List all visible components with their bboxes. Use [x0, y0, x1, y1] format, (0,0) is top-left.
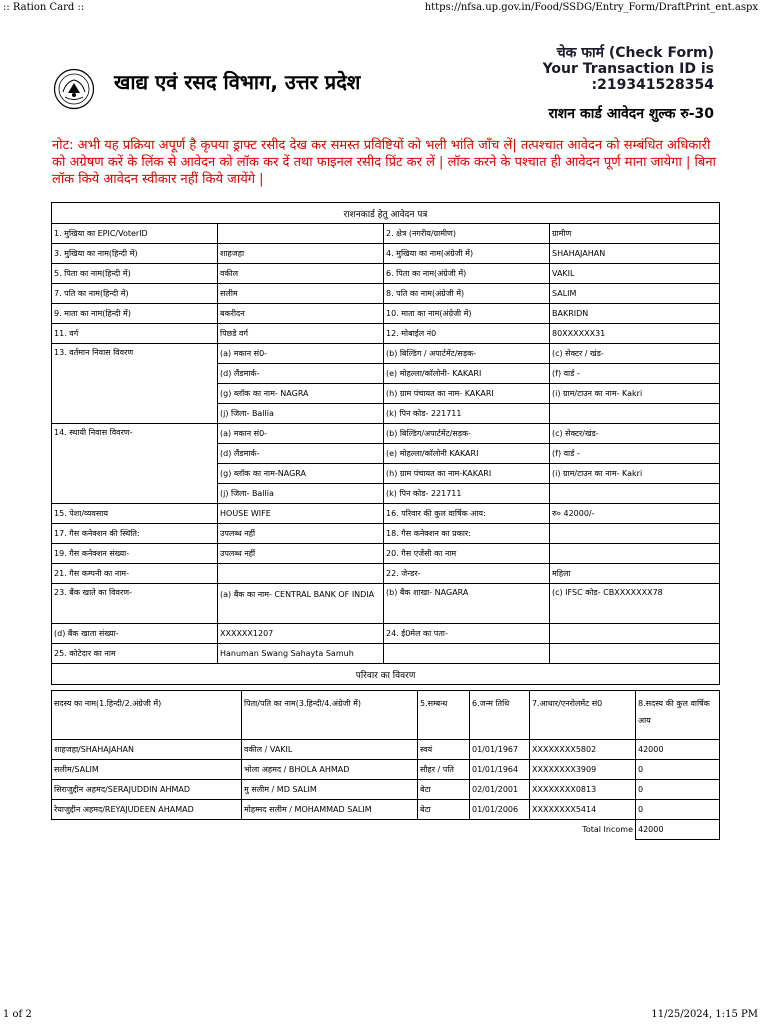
column-header: 7.आधार/एनरोलमेंट सं0	[530, 691, 636, 740]
address-part: (j) जिला- Ballia	[218, 484, 384, 504]
address-part: (k) पिन कोड- 221711	[384, 404, 550, 424]
print-datetime: 11/25/2024, 1:15 PM	[651, 1009, 758, 1020]
member-name: सिराजुद्दीन अहमद/SERAJUDDIN AHMAD	[52, 780, 242, 800]
table-row	[52, 324, 720, 344]
check-form-block	[543, 45, 714, 93]
table-row	[52, 304, 720, 324]
table-row	[52, 760, 720, 780]
member-relation: सौहर / पति	[418, 760, 470, 780]
column-header: सदस्य का नाम(1.हिन्दी/2.अंग्रेजी में)	[52, 691, 242, 740]
table-row	[52, 244, 720, 264]
field-value: शाहजहा	[218, 244, 384, 264]
table-row	[52, 284, 720, 304]
field-label: 23. बैंक खाते का विवरण-	[52, 584, 218, 624]
field-value: XXXXXX1207	[218, 624, 384, 644]
field-label: 21. गैस कम्पनी का नाम-	[52, 564, 218, 584]
address-part: (f) वार्ड -	[550, 364, 720, 384]
address-part: (d) लैंडमार्क-	[218, 364, 384, 384]
address-part: (d) लैंडमार्क-	[218, 444, 384, 464]
member-relation: बेटा	[418, 800, 470, 820]
total-income-value: 42000	[636, 820, 720, 840]
address-part	[550, 484, 720, 504]
bank-ifsc: (c) IFSC कोड- CBXXXXXXX78	[550, 584, 720, 624]
table-row	[52, 644, 720, 664]
member-aadhaar: XXXXXXXX5414	[530, 800, 636, 820]
field-value: बकरीदन	[218, 304, 384, 324]
member-aadhaar: XXXXXXXX5802	[530, 740, 636, 760]
table-row	[52, 504, 720, 524]
table-row	[52, 224, 720, 244]
total-row	[52, 820, 720, 840]
field-value: HOUSE WIFE	[218, 504, 384, 524]
address-part: (b) बिल्डिंग / अपार्टमेंट/सड़क-	[384, 344, 550, 364]
field-value: 80XXXXXX31	[550, 324, 720, 344]
table-row	[52, 564, 720, 584]
member-guardian: भोला अहमद / BHOLA AHMAD	[242, 760, 418, 780]
transaction-id: :219341528354	[591, 77, 714, 93]
address-part: (e) मोहल्ला/कॉलोनी- KAKARI	[384, 364, 550, 384]
column-header: पिता/पति का नाम(3.हिन्दी/4.अंग्रेजी में)	[242, 691, 418, 740]
address-part: (f) वार्ड -	[550, 444, 720, 464]
print-page-url: https://nfsa.up.gov.in/Food/SSDG/Entry_Form/DraftPrint_ent.aspx	[424, 2, 758, 13]
print-header	[0, 0, 768, 20]
table-row	[52, 424, 720, 444]
form-heading: राशनकार्ड हेतु आवेदन पत्र	[52, 203, 720, 224]
bank-branch: (b) बैंक शाखा- NAGARA	[384, 584, 550, 624]
print-page-number: 1 of 2	[3, 1009, 32, 1020]
member-income: 42000	[636, 740, 720, 760]
field-value: ग्रामीण	[550, 224, 720, 244]
table-header-row	[52, 691, 720, 740]
member-dob: 02/01/2001	[470, 780, 530, 800]
field-value: VAKIL	[550, 264, 720, 284]
member-name: शाहजहा/SHAHAJAHAN	[52, 740, 242, 760]
field-label: 12. मोबाईल नं0	[384, 324, 550, 344]
field-label: 13. वर्तमान निवास विवरण	[52, 344, 218, 424]
field-value: सलीम	[218, 284, 384, 304]
up-state-emblem-icon	[53, 68, 95, 110]
transaction-label: Your Transaction ID is	[542, 61, 714, 77]
address-part: (h) ग्राम पंचायत का नाम-KAKARI	[384, 464, 550, 484]
field-label: 3. मुखिया का नाम(हिन्दी में)	[52, 244, 218, 264]
field-label: 18. गैस कनेक्शन का प्रकार:	[384, 524, 550, 544]
field-label: 22. जेन्डर-	[384, 564, 550, 584]
department-header	[50, 40, 718, 132]
column-header: 5.सम्बन्ध	[418, 691, 470, 740]
table-row	[52, 740, 720, 760]
table-row	[52, 780, 720, 800]
table-row	[52, 800, 720, 820]
address-part: (a) मकान सं0-	[218, 344, 384, 364]
bank-name: (a) बैंक का नाम- CENTRAL BANK OF INDIA	[218, 584, 384, 624]
table-row	[52, 544, 720, 564]
total-income-label: Total Income	[530, 820, 636, 840]
field-value	[550, 524, 720, 544]
instruction-note: नोट: अभी यह प्रक्रिया अपूर्ण है कृपया ड्राफ्ट रसीद देख कर समस्त प्रविष्टियों को भली भांति जाँच लें| तत्पश्चात आवेदन को सम्बंधित अधिकारी को अग्रेषण करें के लिंक से आवेदन को लॉक कर दें तथा फाइनल रसीद प्रिंट कर लें | लॉक करने के पश्चात ही आवेदन पूर्ण माना जायेगा | बिना लॉक किये आवेदन स्वीकार नहीं किये जायेंगे |	[52, 138, 716, 187]
address-part: (c) सेक्टर/खंड-	[550, 424, 720, 444]
field-value: SHAHAJAHAN	[550, 244, 720, 264]
field-label: 19. गैस कनेक्शन संख्या-	[52, 544, 218, 564]
application-form-table	[51, 202, 720, 685]
family-heading: परिवार का विवरण	[52, 664, 720, 685]
member-income: 0	[636, 800, 720, 820]
field-value: महिला	[550, 564, 720, 584]
table-row	[52, 344, 720, 364]
member-dob: 01/01/1964	[470, 760, 530, 780]
member-dob: 01/01/2006	[470, 800, 530, 820]
address-part: (a) मकान सं0-	[218, 424, 384, 444]
address-part: (h) ग्राम पंचायत का नाम- KAKARI	[384, 384, 550, 404]
field-label: 10. माता का नाम(अंग्रेजी में)	[384, 304, 550, 324]
field-label: (d) बैंक खाता संख्या-	[52, 624, 218, 644]
field-value	[550, 544, 720, 564]
print-page-title: :: Ration Card ::	[3, 2, 85, 13]
field-value: उपलब्ध नहीं	[218, 524, 384, 544]
member-guardian: वकील / VAKIL	[242, 740, 418, 760]
member-aadhaar: XXXXXXXX0813	[530, 780, 636, 800]
member-name: सलीम/SALIM	[52, 760, 242, 780]
address-part: (c) सेक्टर / खंड-	[550, 344, 720, 364]
field-label: 20. गैस एजेंसी का नाम	[384, 544, 550, 564]
table-row	[52, 624, 720, 644]
field-label: 25. कोटेदार का नाम	[52, 644, 218, 664]
table-row	[52, 584, 720, 624]
field-value	[550, 624, 720, 644]
field-label: 7. पति का नाम(हिन्दी में)	[52, 284, 218, 304]
field-value: पिछडे वर्ग	[218, 324, 384, 344]
member-guardian: मु सलीम / MD SALIM	[242, 780, 418, 800]
field-value: रु० 42000/-	[550, 504, 720, 524]
field-label: 17. गैस कनेक्शन की स्थिति:	[52, 524, 218, 544]
member-aadhaar: XXXXXXXX3909	[530, 760, 636, 780]
address-part: (i) ग्राम/टाउन का नाम- Kakri	[550, 464, 720, 484]
field-value: SALIM	[550, 284, 720, 304]
field-label: 2. क्षेत्र (नगरीय/ग्रामीण)	[384, 224, 550, 244]
member-relation: स्वयं	[418, 740, 470, 760]
field-label: 1. मुखिया का EPIC/VoterID	[52, 224, 218, 244]
table-row	[52, 264, 720, 284]
field-value: Hanuman Swang Sahayta Samuh	[218, 644, 384, 664]
department-title: खाद्य एवं रसद विभाग, उत्तर प्रदेश	[114, 70, 361, 94]
address-part: (j) जिला- Ballia	[218, 404, 384, 424]
member-income: 0	[636, 760, 720, 780]
field-value: BAKRIDN	[550, 304, 720, 324]
column-header: 8.सदस्य की कुल वार्षिक आय	[636, 691, 720, 740]
field-label: 24. ई0मेल का पता-	[384, 624, 550, 644]
member-dob: 01/01/1967	[470, 740, 530, 760]
family-table	[51, 690, 720, 840]
field-label: 6. पिता का नाम(अंग्रेजी में)	[384, 264, 550, 284]
field-label: 8. पति का नाम(अंग्रेजी में)	[384, 284, 550, 304]
address-part: (i) ग्राम/टाउन का नाम- Kakri	[550, 384, 720, 404]
field-label: 4. मुखिया का नाम(अंग्रेजी में)	[384, 244, 550, 264]
application-fee: राशन कार्ड आवेदन शुल्क रु-30	[548, 106, 714, 122]
field-label: 11. वर्ग	[52, 324, 218, 344]
table-row	[52, 524, 720, 544]
member-income: 0	[636, 780, 720, 800]
field-value	[218, 224, 384, 244]
column-header: 6.जन्म तिथि	[470, 691, 530, 740]
field-label: 5. पिता का नाम(हिन्दी में)	[52, 264, 218, 284]
member-name: रेयाजुद्दीन अहमद/REYAJUDEEN AHAMAD	[52, 800, 242, 820]
field-value	[218, 564, 384, 584]
field-label: 15. पेशा/व्यवसाय	[52, 504, 218, 524]
print-footer	[0, 1004, 768, 1024]
address-part: (k) पिन कोड- 221711	[384, 484, 550, 504]
address-part: (e) मोहल्ला/कॉलोनी KAKARI	[384, 444, 550, 464]
check-form-label: चेक फार्म (Check Form)	[556, 45, 714, 61]
field-value: वकील	[218, 264, 384, 284]
member-relation: बेटा	[418, 780, 470, 800]
address-part: (g) ब्लॉक का नाम- NAGRA	[218, 384, 384, 404]
field-label: 9. माता का नाम(हिन्दी में)	[52, 304, 218, 324]
address-part	[550, 404, 720, 424]
field-label: 14. स्थायी निवास विवरण-	[52, 424, 218, 504]
field-value: उपलब्ध नहीं	[218, 544, 384, 564]
address-part: (g) ब्लॉक का नाम-NAGRA	[218, 464, 384, 484]
address-part: (b) बिल्डिंग/अपार्टमेंट/सड़क-	[384, 424, 550, 444]
member-guardian: मोहम्मद सलीम / MOHAMMAD SALIM	[242, 800, 418, 820]
field-label: 16. परिवार की कुल वार्षिक आय:	[384, 504, 550, 524]
